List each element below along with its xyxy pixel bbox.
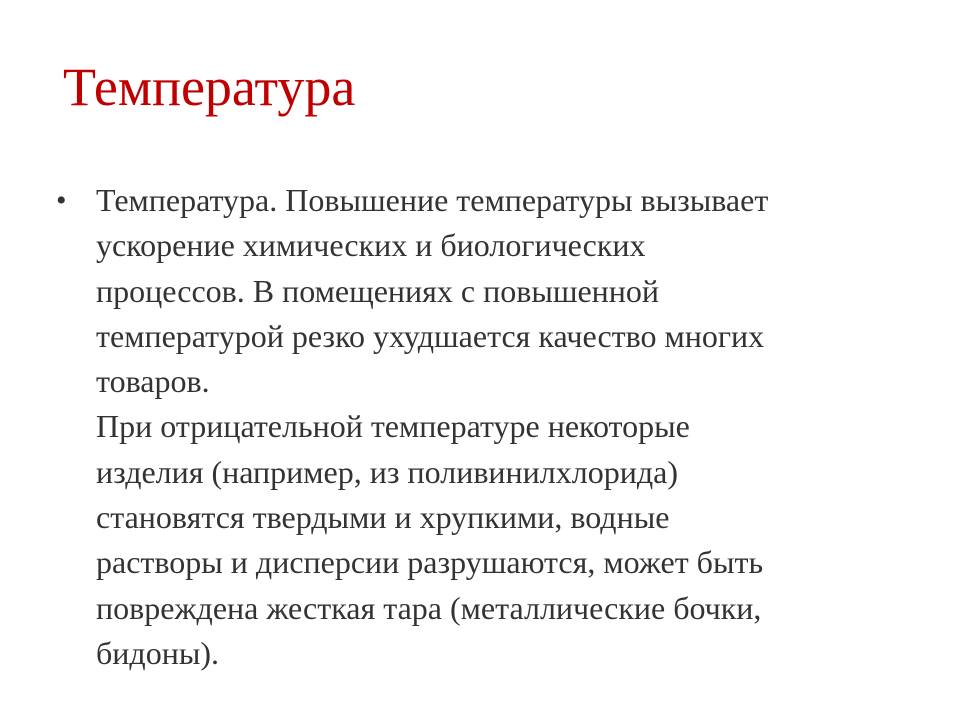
bullet-dot-icon: •	[56, 184, 67, 217]
bullet-paragraph-2: При отрицательной температуре некоторые изделия (например, из поливинилхлорида) становятся твердыми и хрупкими, водные растворы и дисперсии разрушаются, может быть повреждена жесткая тара (металлические бочки, бидоны).	[96, 408, 764, 671]
bullet-item	[56, 178, 916, 676]
slide-title: Температура	[63, 57, 356, 117]
bullet-paragraph-1: Температура. Повышение температуры вызывает ускорение химических и биологических процессов. В помещениях с повышенной температурой резко ухудшается качество многих товаров.	[96, 182, 769, 400]
content-bullet-list	[56, 178, 916, 676]
